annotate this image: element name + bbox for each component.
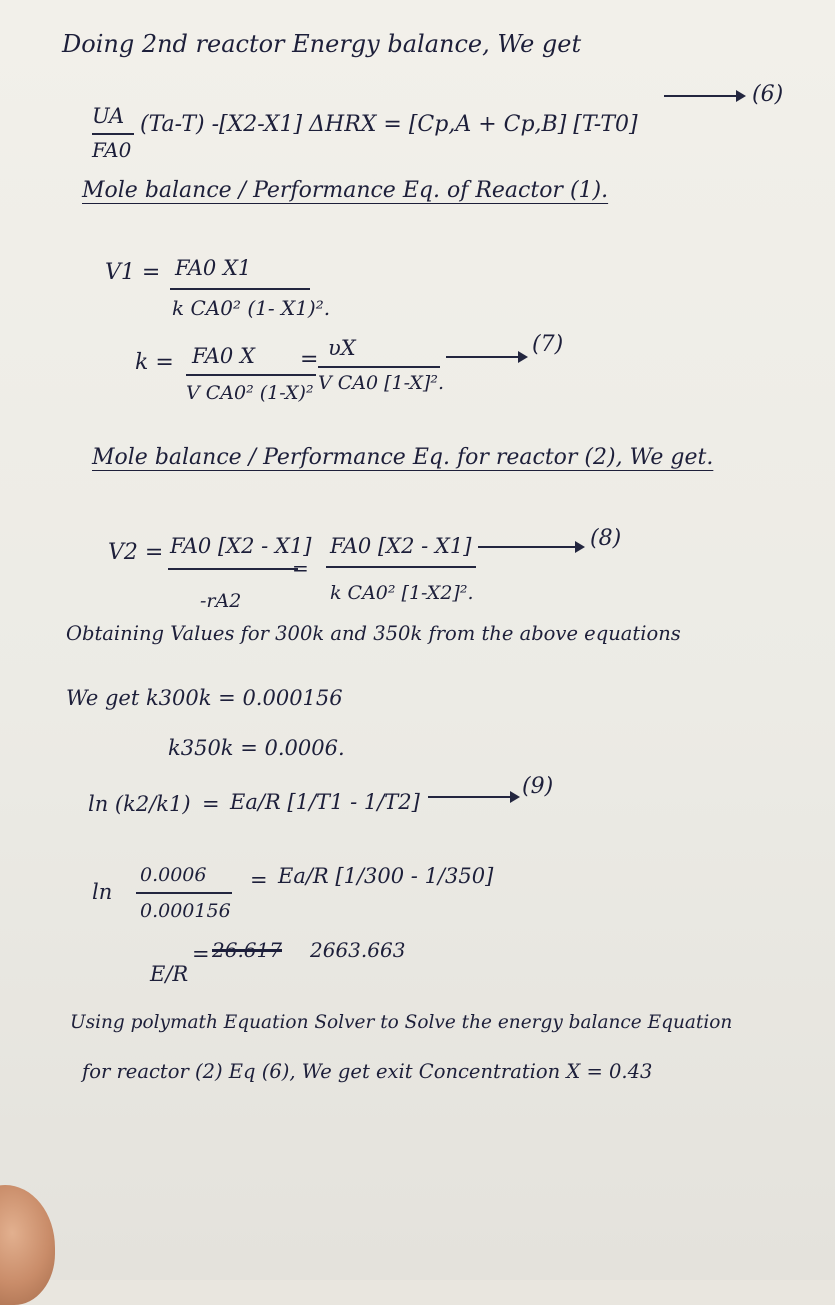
k300-value: We get k300k = 0.000156 (66, 686, 343, 710)
v2-denominator-2: k CA0² [1-X2]². (330, 582, 474, 604)
k-denominator-1: V CA0² (1-X)² (186, 382, 314, 404)
ln2-equals: = (250, 868, 268, 892)
eq6-label: (6) (752, 82, 784, 107)
k-arrow (446, 356, 526, 358)
ln-equals: = (202, 792, 220, 816)
v2-arrow (478, 546, 583, 548)
er-strikethrough-value: 26.617 (212, 938, 282, 962)
eq6-fraction-bar (92, 133, 134, 135)
ln2-lhs: ln (92, 880, 113, 904)
k-numerator-2: υX (328, 336, 356, 360)
v2-numerator-1: FA0 [X2 - X1] (170, 534, 312, 558)
polymath-line: Using polymath Equation Solver to Solve the energy balance Equation (70, 1012, 733, 1033)
eq6-arrow (664, 95, 744, 97)
thumb-photo-edge (0, 1185, 55, 1305)
k-equals: = (300, 347, 319, 372)
k-lhs: k = (135, 350, 174, 375)
v2-lhs: V2 = (108, 540, 164, 565)
ln-lhs: ln (k2/k1) (88, 792, 191, 816)
v1-denominator: k CA0² (1- X1)². (172, 296, 331, 320)
er-lhs: E/R (150, 962, 189, 986)
obtaining-values-line: Obtaining Values for 300k and 350k from the above equations (66, 622, 681, 645)
er-value: 2663.663 (310, 938, 406, 962)
eq6-numerator: UA (92, 104, 125, 128)
k-fraction-bar-2 (318, 366, 440, 368)
v2-fraction-bar-1 (168, 568, 298, 570)
eq6-body: (Ta-T) -[X2-X1] ΔHRX = [Cp,A + Cp,B] [T-T0] (140, 112, 638, 137)
v2-numerator-2: FA0 [X2 - X1] (330, 534, 472, 558)
mole-balance-reactor1-heading: Mole balance / Performance Eq. of Reactor (1). (82, 178, 609, 203)
v1-lhs: V1 = (105, 260, 161, 285)
ln-rhs: Ea/R [1/T1 - 1/T2] (230, 790, 420, 814)
eq7-label: (7) (532, 332, 564, 357)
ln2-numerator: 0.0006 (140, 864, 207, 886)
ln2-fraction-bar (136, 892, 232, 894)
eq9-label: (9) (522, 774, 554, 799)
ln2-rhs: Ea/R [1/300 - 1/350] (278, 864, 494, 888)
k-denominator-2: V CA0 [1-X]². (318, 372, 444, 394)
ln2-denominator: 0.000156 (140, 900, 231, 922)
v1-fraction-bar (170, 288, 310, 290)
ln-arrow (428, 796, 518, 798)
v1-numerator: FA0 X1 (175, 256, 252, 280)
exit-concentration-line: for reactor (2) Eq (6), We get exit Concentration X = 0.43 (82, 1060, 653, 1083)
k-numerator-1: FA0 X (192, 344, 255, 368)
v2-equals: = (292, 556, 309, 580)
mole-balance-reactor2-heading: Mole balance / Performance Eq. for reactor (2), We get. (92, 445, 714, 470)
k350-value: k350k = 0.0006. (168, 736, 345, 760)
er-equals: = (192, 942, 210, 966)
v2-fraction-bar-2 (326, 566, 476, 568)
eq8-label: (8) (590, 526, 622, 551)
k-fraction-bar-1 (186, 374, 316, 376)
eq6-denominator: FA0 (92, 138, 132, 162)
v2-denominator-1: -rA2 (200, 590, 242, 612)
energy-balance-heading: Doing 2nd reactor Energy balance, We get (62, 30, 582, 58)
